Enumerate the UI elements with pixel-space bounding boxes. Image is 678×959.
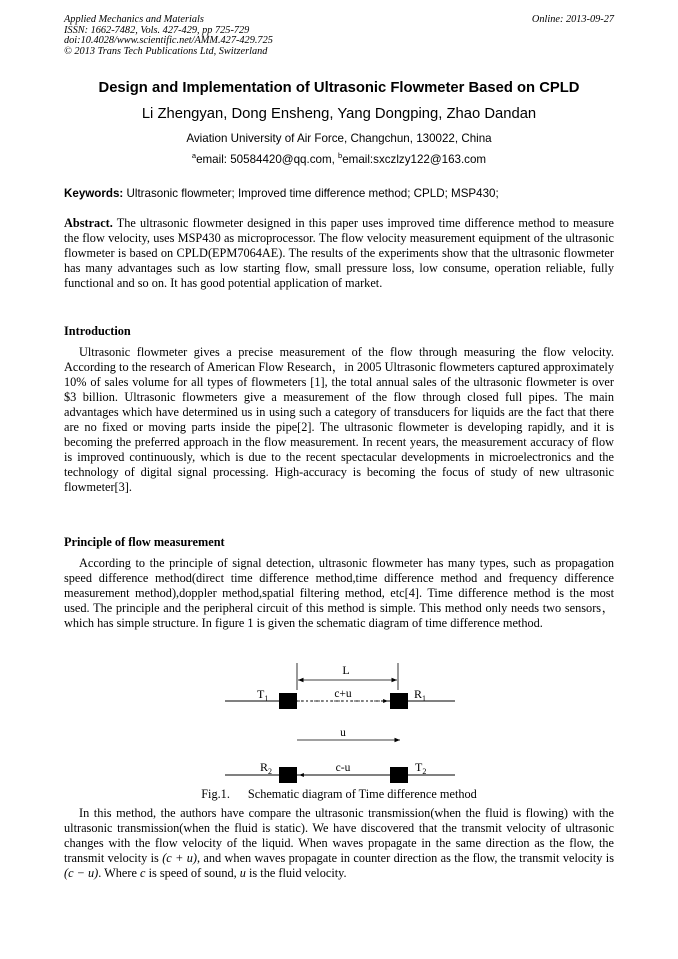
- principle-paragraph: According to the principle of signal detection, ultrasonic flowmeter has many types, such as propagation speed difference method(direct time difference method,time difference method and frequency difference measurement method),doppler method,spatial filtering method, etc[4]. Time difference method is the most used. The principle and the peripheral circuit of this method is simple. This method only needs two sensors，which has simple structure. In figure 1 is given the schematic diagram of time difference method.: [64, 556, 614, 631]
- method-paragraph: [64, 806, 614, 881]
- transducer-R1: [390, 693, 408, 709]
- online-date: Online: 2013-09-27: [531, 14, 614, 25]
- figure-1-diagram: [200, 660, 480, 785]
- method-text-1: In this method, the authors have compare the ultrasonic transmission(when the fluid is flowing) with the ultrasonic transmission(when the fluid is static). We have discovered that the transmit velocity of ultrasonic changes with the flow velocity of the liquid. When waves propagate in the same direction as the flow, the transmit velocity is: [64, 806, 614, 866]
- label-R2: $R_2$: [260, 760, 273, 776]
- author-list: Li Zhengyan, Dong Ensheng, Yang Dongping, Zhao Dandan: [141, 106, 537, 122]
- label-T2: $T_2$: [415, 760, 427, 776]
- keywords-label: Keywords:: [64, 187, 124, 200]
- email-b: email:sxczlzy122@163.com: [342, 153, 487, 166]
- copyright-line: © 2013 Trans Tech Publications Ltd, Switzerland: [64, 45, 268, 57]
- figure-1-caption: [0, 787, 678, 802]
- var-c: c: [140, 866, 146, 881]
- abstract-text: The ultrasonic flowmeter designed in this paper uses improved time difference method to measure the flow velocity, uses MSP430 as microprocessor. The flow velocity measurement equipment of the ultrasonic flowmeter is based on CPLD(EPM7064AE). The results of the experiments show that the ultrasonic flowmeter has many advantages such as low starting flow, small pressure loss, low consume, operation reliable, fully functional and so on. It has good potential application of market.: [64, 216, 614, 291]
- abstract-paragraph: [64, 216, 614, 291]
- transducer-T2: [390, 767, 408, 783]
- keywords-text: Ultrasonic flowmeter; Improved time difference method; CPLD; MSP430;: [123, 187, 499, 200]
- keywords-line: [64, 187, 614, 200]
- label-c-plus-u: c+u: [334, 688, 352, 700]
- label-c-minus-u: c-u: [335, 762, 351, 774]
- journal-name: Applied Mechanics and Materials: [64, 14, 204, 25]
- label-R1: $R_1$: [414, 687, 427, 703]
- expr-c-plus-u: (c + u): [162, 851, 197, 866]
- figure-number: Fig.1.: [201, 787, 230, 801]
- method-text-4: is speed of sound,: [145, 866, 240, 881]
- abstract-label: Abstract.: [64, 216, 113, 230]
- expr-c-minus-u: (c − u): [64, 866, 99, 881]
- transducer-R2: [279, 767, 297, 783]
- journal-header: [64, 15, 273, 57]
- method-text-3: . Where: [98, 866, 141, 881]
- section-heading-principle: Principle of flow measurement: [64, 535, 225, 549]
- figure-caption-text: Schematic diagram of Time difference method: [247, 787, 477, 801]
- email-b-marker: b: [338, 151, 343, 160]
- method-text-5: is the fluid velocity.: [245, 866, 347, 881]
- issn-line: ISSN: 1662-7482, Vols. 427-429, pp 725-729: [64, 24, 250, 36]
- section-heading-introduction: Introduction: [64, 324, 131, 338]
- doi-line: doi:10.4028/www.scientific.net/AMM.427-429.725: [64, 35, 273, 46]
- affiliation: Aviation University of Air Force, Changchun, 130022, China: [186, 132, 492, 145]
- email-a: email: 50584420@qq.com,: [196, 153, 339, 166]
- email-line: [0, 151, 678, 166]
- label-L: L: [342, 663, 350, 677]
- label-T1: $T_1$: [257, 687, 269, 703]
- method-text-2: , and when waves propagate in counter direction as the flow, the transmit velocity is: [197, 851, 615, 866]
- email-a-marker: a: [191, 151, 197, 160]
- var-u: u: [239, 866, 246, 881]
- transducer-T1: [279, 693, 297, 709]
- label-u: u: [340, 727, 346, 739]
- introduction-paragraph: Ultrasonic flowmeter gives a precise measurement of the flow through measuring the flow velocity. According to the research of American Flow Research，in 2005 Ultrasonic flowmeters captured approximately 10% of sales volume for all types of flowmeters [1], the total annual sales of the ultrasonic flowmeter is over $3 billion. Ultrasonic flowmeters give a measurement of the flow through closed full pipes. The main advantages which have determined us in using such a category of transducers for liquids are the fact that there are no fixed or moving parts inside the pipe[2]. The ultrasonic flowmeter is developing rapidly, and it is becoming the preferred approach in the flow measurement. In recent years, the measurement accuracy of flow is improved continuously, which is due to the recent spectacular developments in microelectronics and the technology of digital signal processing. High-accuracy is becoming the focus of study of new ultrasonic flowmeter[3].: [64, 345, 614, 495]
- paper-title: Design and Implementation of Ultrasonic Flowmeter Based on CPLD: [98, 80, 580, 96]
